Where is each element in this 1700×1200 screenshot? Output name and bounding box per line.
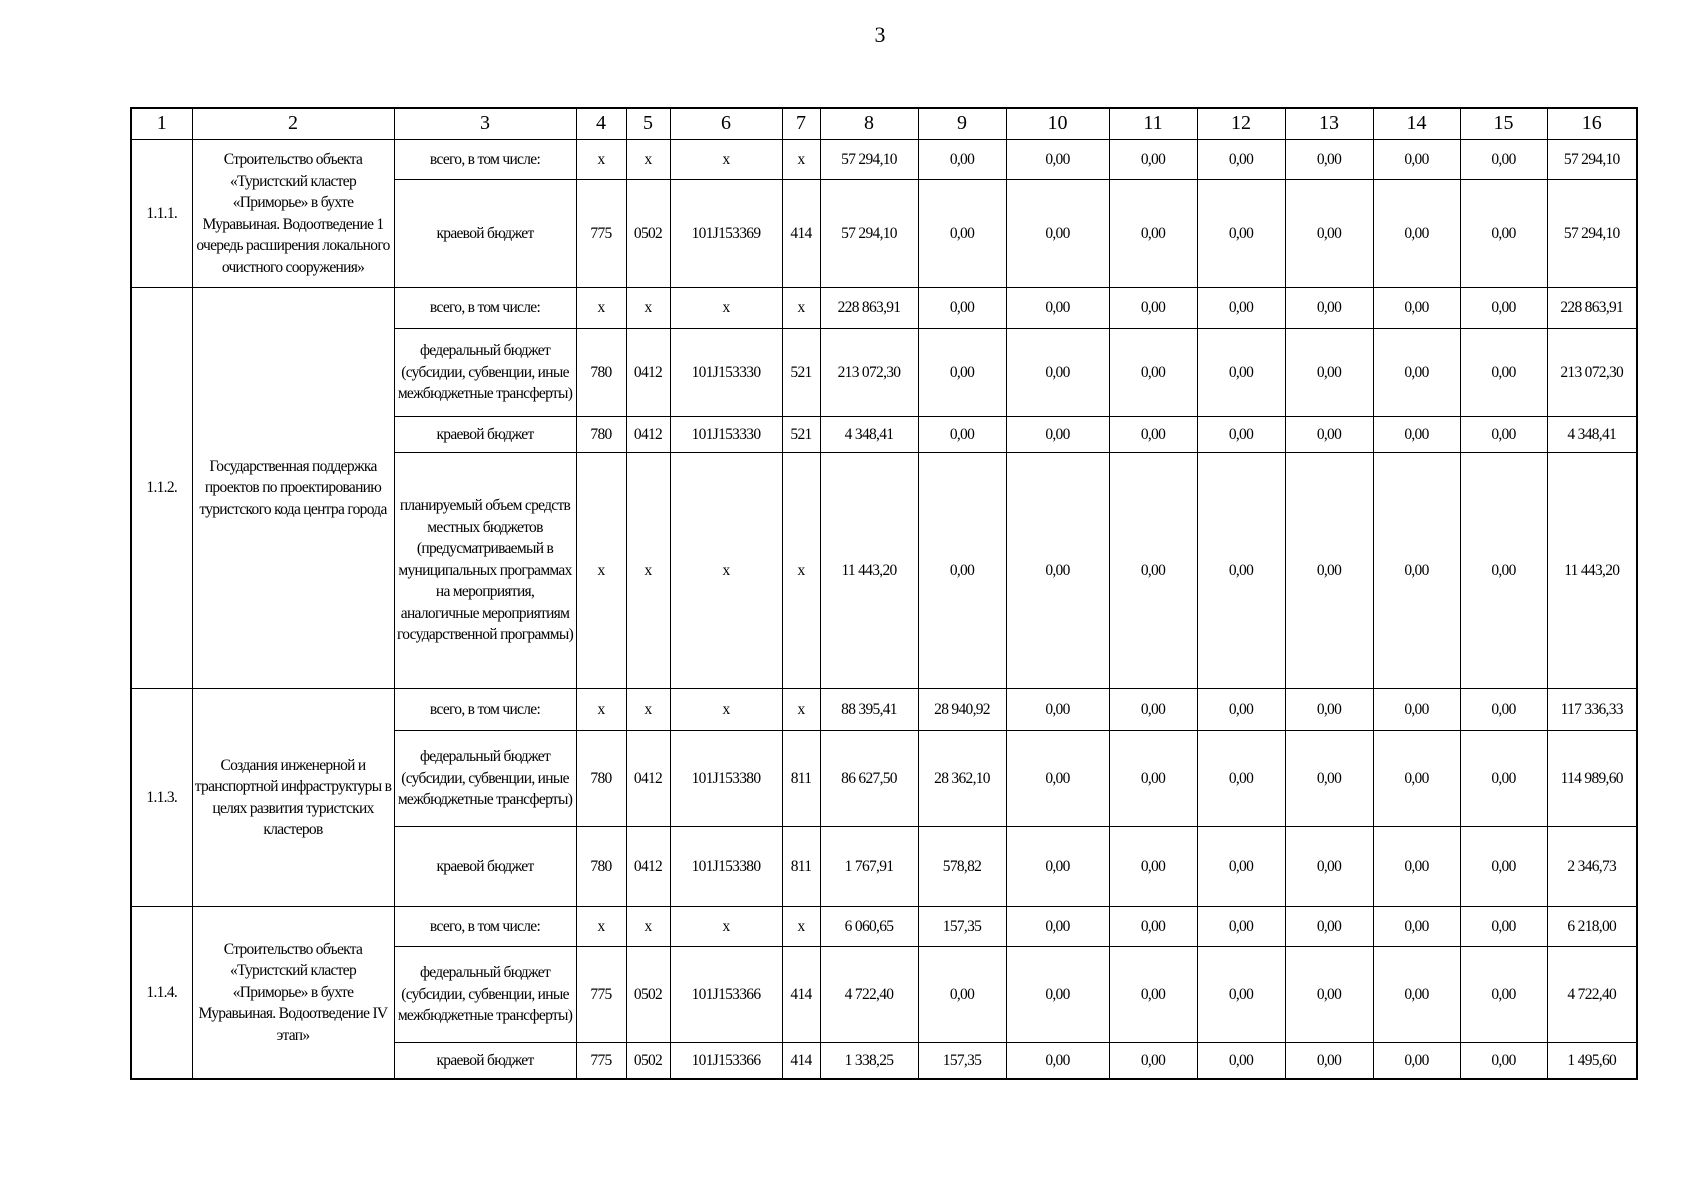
item-number: 1.1.3. xyxy=(131,689,192,907)
amount-cell: 57 294,10 xyxy=(820,140,918,180)
amount-cell: 6 218,00 xyxy=(1547,907,1637,947)
code-cell: х xyxy=(670,140,782,180)
amount-cell: 0,00 xyxy=(1460,947,1547,1043)
table-row xyxy=(131,140,1637,180)
amount-cell: 28 940,92 xyxy=(918,689,1006,731)
column-header: 3 xyxy=(394,108,576,140)
amount-cell: 0,00 xyxy=(1373,907,1460,947)
code-cell: 101J153369 xyxy=(670,180,782,288)
funding-source: краевой бюджет xyxy=(394,417,576,453)
amount-cell: 1 495,60 xyxy=(1547,1043,1637,1079)
amount-cell: 0,00 xyxy=(1006,731,1109,827)
budget-table xyxy=(130,107,1638,1080)
funding-source: федеральный бюджет (субсидии, субвенции, иные межбюджетные трансферты) xyxy=(394,329,576,417)
amount-cell: 0,00 xyxy=(1197,689,1285,731)
amount-cell: 0,00 xyxy=(1285,907,1373,947)
amount-cell: 228 863,91 xyxy=(820,288,918,329)
column-header: 16 xyxy=(1547,108,1637,140)
amount-cell: 0,00 xyxy=(1460,1043,1547,1079)
table-body xyxy=(131,140,1637,1079)
column-header: 11 xyxy=(1109,108,1197,140)
code-cell: х xyxy=(782,288,820,329)
code-cell: х xyxy=(782,453,820,689)
table-row xyxy=(131,689,1637,731)
funding-source: планируемый объем средств местных бюджетов (предусматриваемый в муниципальных программах на мероприятия, аналогичные мероприятиям государственной программы) xyxy=(394,453,576,689)
amount-cell: 0,00 xyxy=(1285,329,1373,417)
amount-cell: 0,00 xyxy=(1460,140,1547,180)
code-cell: 0412 xyxy=(626,827,670,907)
amount-cell: 0,00 xyxy=(1006,453,1109,689)
code-cell: 0412 xyxy=(626,731,670,827)
funding-source: краевой бюджет xyxy=(394,1043,576,1079)
amount-cell: 114 989,60 xyxy=(1547,731,1637,827)
table-row xyxy=(131,907,1637,947)
code-cell: х xyxy=(670,288,782,329)
code-cell: 780 xyxy=(576,417,626,453)
amount-cell: 0,00 xyxy=(1109,947,1197,1043)
amount-cell: 0,00 xyxy=(1197,180,1285,288)
amount-cell: 0,00 xyxy=(1006,329,1109,417)
code-cell: х xyxy=(576,140,626,180)
amount-cell: 0,00 xyxy=(1109,1043,1197,1079)
amount-cell: 117 336,33 xyxy=(1547,689,1637,731)
amount-cell: 0,00 xyxy=(1197,140,1285,180)
amount-cell: 0,00 xyxy=(1006,1043,1109,1079)
amount-cell: 0,00 xyxy=(1197,827,1285,907)
column-header: 2 xyxy=(192,108,394,140)
code-cell: 414 xyxy=(782,180,820,288)
amount-cell: 0,00 xyxy=(1373,827,1460,907)
code-cell: х xyxy=(626,140,670,180)
table-row xyxy=(131,288,1637,329)
funding-source: федеральный бюджет (субсидии, субвенции, иные межбюджетные трансферты) xyxy=(394,947,576,1043)
amount-cell: 57 294,10 xyxy=(1547,140,1637,180)
code-cell: 780 xyxy=(576,731,626,827)
amount-cell: 0,00 xyxy=(1109,689,1197,731)
header-row xyxy=(131,108,1637,140)
amount-cell: 0,00 xyxy=(1109,907,1197,947)
amount-cell: 0,00 xyxy=(1285,731,1373,827)
code-cell: х xyxy=(576,689,626,731)
column-header: 4 xyxy=(576,108,626,140)
amount-cell: 0,00 xyxy=(1109,731,1197,827)
code-cell: 811 xyxy=(782,827,820,907)
funding-source: всего, в том числе: xyxy=(394,140,576,180)
amount-cell: 0,00 xyxy=(1197,417,1285,453)
code-cell: х xyxy=(576,907,626,947)
item-name: Строительство объекта «Туристский кластер «Приморье» в бухте Муравьиная. Водоотведение IV этап» xyxy=(192,907,394,1079)
amount-cell: 57 294,10 xyxy=(1547,180,1637,288)
item-number: 1.1.4. xyxy=(131,907,192,1079)
item-number: 1.1.1. xyxy=(131,140,192,288)
column-header: 7 xyxy=(782,108,820,140)
column-header: 10 xyxy=(1006,108,1109,140)
amount-cell: 0,00 xyxy=(1197,947,1285,1043)
code-cell: 775 xyxy=(576,180,626,288)
amount-cell: 0,00 xyxy=(1373,1043,1460,1079)
amount-cell: 0,00 xyxy=(1373,180,1460,288)
amount-cell: 0,00 xyxy=(1373,689,1460,731)
amount-cell: 0,00 xyxy=(918,288,1006,329)
amount-cell: 88 395,41 xyxy=(820,689,918,731)
item-name: Строительство объекта «Туристский кластер «Приморье» в бухте Муравьиная. Водоотведение 1 очередь расширения локального очистного сооружения» xyxy=(192,140,394,288)
amount-cell: 0,00 xyxy=(918,329,1006,417)
code-cell: 101J153330 xyxy=(670,329,782,417)
item-name: Государственная поддержка проектов по проектированию туристского кода центра города xyxy=(192,288,394,689)
column-header: 12 xyxy=(1197,108,1285,140)
code-cell: х xyxy=(670,453,782,689)
code-cell: 521 xyxy=(782,417,820,453)
amount-cell: 228 863,91 xyxy=(1547,288,1637,329)
item-number: 1.1.2. xyxy=(131,288,192,689)
amount-cell: 0,00 xyxy=(1373,329,1460,417)
amount-cell: 0,00 xyxy=(1109,453,1197,689)
code-cell: 780 xyxy=(576,329,626,417)
code-cell: 775 xyxy=(576,1043,626,1079)
amount-cell: 86 627,50 xyxy=(820,731,918,827)
code-cell: х xyxy=(670,689,782,731)
amount-cell: 28 362,10 xyxy=(918,731,1006,827)
funding-source: федеральный бюджет (субсидии, субвенции, иные межбюджетные трансферты) xyxy=(394,731,576,827)
column-header: 6 xyxy=(670,108,782,140)
amount-cell: 0,00 xyxy=(1285,1043,1373,1079)
amount-cell: 0,00 xyxy=(1006,180,1109,288)
amount-cell: 0,00 xyxy=(918,180,1006,288)
amount-cell: 0,00 xyxy=(1006,827,1109,907)
amount-cell: 0,00 xyxy=(1373,947,1460,1043)
amount-cell: 0,00 xyxy=(1197,329,1285,417)
code-cell: 101J153380 xyxy=(670,827,782,907)
column-header: 1 xyxy=(131,108,192,140)
column-header: 13 xyxy=(1285,108,1373,140)
amount-cell: 0,00 xyxy=(918,947,1006,1043)
amount-cell: 0,00 xyxy=(1285,417,1373,453)
amount-cell: 0,00 xyxy=(1460,731,1547,827)
code-cell: 0412 xyxy=(626,329,670,417)
amount-cell: 157,35 xyxy=(918,907,1006,947)
amount-cell: 0,00 xyxy=(918,140,1006,180)
code-cell: х xyxy=(626,689,670,731)
funding-source: краевой бюджет xyxy=(394,827,576,907)
amount-cell: 0,00 xyxy=(1197,453,1285,689)
funding-source: всего, в том числе: xyxy=(394,689,576,731)
amount-cell: 4 722,40 xyxy=(820,947,918,1043)
amount-cell: 0,00 xyxy=(1006,947,1109,1043)
column-header: 15 xyxy=(1460,108,1547,140)
amount-cell: 0,00 xyxy=(1460,329,1547,417)
code-cell: х xyxy=(626,288,670,329)
amount-cell: 0,00 xyxy=(1109,417,1197,453)
code-cell: 811 xyxy=(782,731,820,827)
code-cell: х xyxy=(576,453,626,689)
column-header: 8 xyxy=(820,108,918,140)
amount-cell: 0,00 xyxy=(1006,907,1109,947)
amount-cell: 157,35 xyxy=(918,1043,1006,1079)
amount-cell: 0,00 xyxy=(1285,453,1373,689)
amount-cell: 0,00 xyxy=(1197,1043,1285,1079)
amount-cell: 0,00 xyxy=(918,417,1006,453)
amount-cell: 0,00 xyxy=(1373,417,1460,453)
code-cell: х xyxy=(670,907,782,947)
amount-cell: 0,00 xyxy=(1285,140,1373,180)
amount-cell: 0,00 xyxy=(1373,453,1460,689)
amount-cell: 0,00 xyxy=(1285,947,1373,1043)
amount-cell: 0,00 xyxy=(1285,180,1373,288)
amount-cell: 2 346,73 xyxy=(1547,827,1637,907)
amount-cell: 4 348,41 xyxy=(1547,417,1637,453)
page-number: 3 xyxy=(874,22,886,47)
code-cell: х xyxy=(626,453,670,689)
amount-cell: 0,00 xyxy=(1460,417,1547,453)
amount-cell: 1 767,91 xyxy=(820,827,918,907)
amount-cell: 0,00 xyxy=(1006,140,1109,180)
code-cell: 0502 xyxy=(626,947,670,1043)
amount-cell: 0,00 xyxy=(1460,827,1547,907)
code-cell: 101J153366 xyxy=(670,1043,782,1079)
code-cell: 101J153330 xyxy=(670,417,782,453)
code-cell: 414 xyxy=(782,1043,820,1079)
code-cell: 775 xyxy=(576,947,626,1043)
amount-cell: 1 338,25 xyxy=(820,1043,918,1079)
amount-cell: 0,00 xyxy=(1460,180,1547,288)
amount-cell: 0,00 xyxy=(1006,417,1109,453)
amount-cell: 0,00 xyxy=(1373,731,1460,827)
amount-cell: 578,82 xyxy=(918,827,1006,907)
amount-cell: 0,00 xyxy=(1285,827,1373,907)
code-cell: 0412 xyxy=(626,417,670,453)
amount-cell: 0,00 xyxy=(1285,288,1373,329)
amount-cell: 0,00 xyxy=(1285,689,1373,731)
code-cell: 414 xyxy=(782,947,820,1043)
funding-source: всего, в том числе: xyxy=(394,907,576,947)
amount-cell: 213 072,30 xyxy=(1547,329,1637,417)
funding-source: краевой бюджет xyxy=(394,180,576,288)
code-cell: 101J153380 xyxy=(670,731,782,827)
amount-cell: 0,00 xyxy=(1373,140,1460,180)
amount-cell: 0,00 xyxy=(1197,288,1285,329)
amount-cell: 6 060,65 xyxy=(820,907,918,947)
amount-cell: 57 294,10 xyxy=(820,180,918,288)
amount-cell: 0,00 xyxy=(1460,689,1547,731)
code-cell: 101J153366 xyxy=(670,947,782,1043)
amount-cell: 0,00 xyxy=(1197,731,1285,827)
amount-cell: 0,00 xyxy=(1006,288,1109,329)
amount-cell: 0,00 xyxy=(1109,329,1197,417)
column-header: 5 xyxy=(626,108,670,140)
amount-cell: 11 443,20 xyxy=(820,453,918,689)
code-cell: х xyxy=(782,140,820,180)
column-header: 9 xyxy=(918,108,1006,140)
amount-cell: 0,00 xyxy=(1109,180,1197,288)
code-cell: х xyxy=(782,689,820,731)
code-cell: 0502 xyxy=(626,1043,670,1079)
item-name: Создания инженерной и транспортной инфраструктуры в целях развития туристских кластеров xyxy=(192,689,394,907)
amount-cell: 11 443,20 xyxy=(1547,453,1637,689)
amount-cell: 0,00 xyxy=(1460,907,1547,947)
code-cell: 0502 xyxy=(626,180,670,288)
amount-cell: 0,00 xyxy=(1460,288,1547,329)
amount-cell: 0,00 xyxy=(1197,907,1285,947)
amount-cell: 4 348,41 xyxy=(820,417,918,453)
code-cell: 521 xyxy=(782,329,820,417)
funding-source: всего, в том числе: xyxy=(394,288,576,329)
code-cell: х xyxy=(576,288,626,329)
amount-cell: 213 072,30 xyxy=(820,329,918,417)
code-cell: 780 xyxy=(576,827,626,907)
amount-cell: 0,00 xyxy=(1109,140,1197,180)
amount-cell: 0,00 xyxy=(1109,827,1197,907)
amount-cell: 0,00 xyxy=(918,453,1006,689)
code-cell: х xyxy=(626,907,670,947)
amount-cell: 0,00 xyxy=(1373,288,1460,329)
column-header: 14 xyxy=(1373,108,1460,140)
code-cell: х xyxy=(782,907,820,947)
amount-cell: 0,00 xyxy=(1109,288,1197,329)
amount-cell: 0,00 xyxy=(1006,689,1109,731)
amount-cell: 0,00 xyxy=(1460,453,1547,689)
amount-cell: 4 722,40 xyxy=(1547,947,1637,1043)
